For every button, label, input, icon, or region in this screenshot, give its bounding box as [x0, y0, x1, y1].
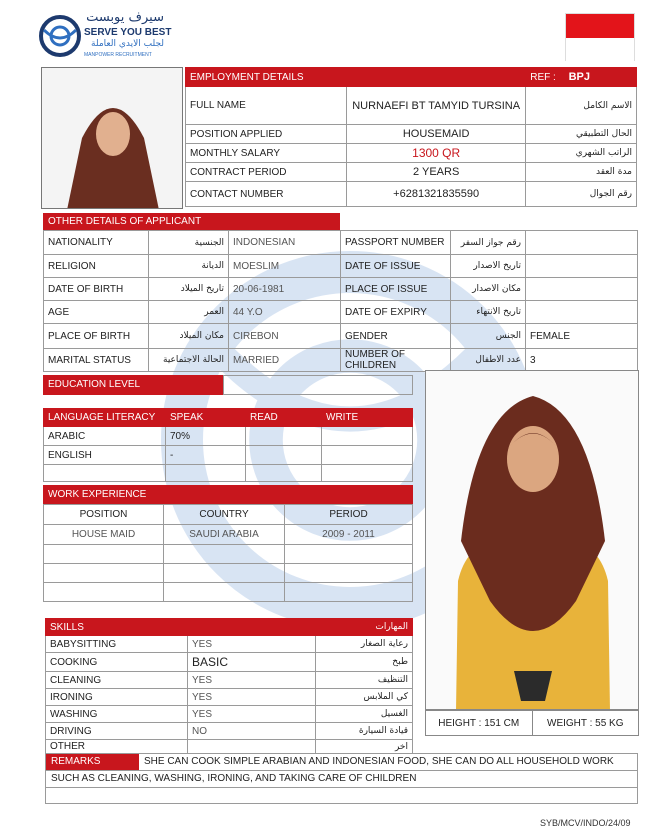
work-period	[285, 545, 413, 564]
skill-arabic: طبخ	[316, 653, 413, 672]
physical-stats	[425, 710, 639, 736]
education-value	[223, 375, 413, 395]
language-name	[44, 465, 166, 482]
write-header: WRITE	[322, 409, 413, 427]
date-of-birth-value: 20-06-1981	[229, 278, 341, 301]
full-name-value: NURNAEFI BT TAMYID TURSINA	[347, 87, 526, 125]
skill-value: YES	[188, 672, 316, 689]
nationality-value: INDONESIAN	[229, 231, 341, 255]
work-position	[44, 564, 164, 583]
skills-table	[45, 618, 413, 754]
work-period-header: PERIOD	[285, 505, 413, 525]
language-table	[43, 408, 413, 482]
language-write	[322, 446, 413, 465]
place-of-birth-value: CIREBON	[229, 324, 341, 349]
age-label: AGE	[44, 301, 149, 324]
date-of-expiry-arabic: تاريخ الانتهاء	[451, 301, 526, 324]
contact-number-arabic: رقم الجوال	[526, 182, 637, 207]
language-speak	[166, 465, 246, 482]
indonesia-flag	[565, 13, 635, 61]
skill-name: IRONING	[46, 689, 188, 706]
employment-details-table	[185, 67, 637, 207]
brand-arabic-name: سيرف يوبست	[86, 10, 164, 25]
work-period: 2009 - 2011	[285, 525, 413, 545]
work-position	[44, 545, 164, 564]
monthly-salary-value: 1300 QR	[347, 144, 526, 163]
language-read	[246, 427, 322, 446]
contact-number-label: CONTACT NUMBER	[186, 182, 347, 207]
applicant-photo-large	[425, 370, 639, 710]
age-arabic: العمر	[149, 301, 229, 324]
marital-status-label: MARITAL STATUS	[44, 349, 149, 372]
remarks-line-2: SUCH AS CLEANING, WASHING, IRONING, AND TAKING CARE OF CHILDREN	[51, 773, 417, 784]
date-of-birth-arabic: تاريخ الميلاد	[149, 278, 229, 301]
brand-english-sub: MANPOWER RECRUITMENT	[84, 52, 152, 58]
gender-arabic: الجنس	[451, 324, 526, 349]
work-position	[44, 583, 164, 602]
work-country	[164, 564, 285, 583]
language-name: ARABIC	[44, 427, 166, 446]
date-of-issue-value	[526, 255, 638, 278]
language-write	[322, 465, 413, 482]
language-name: ENGLISH	[44, 446, 166, 465]
religion-label: RELIGION	[44, 255, 149, 278]
skill-value: YES	[188, 636, 316, 653]
age-value: 44 Y.O	[229, 301, 341, 324]
full-name-arabic: الاسم الكامل	[526, 87, 637, 125]
applicant-photo-small	[41, 67, 183, 209]
skill-name: OTHER	[46, 740, 188, 754]
work-country: SAUDI ARABIA	[164, 525, 285, 545]
gender-value: FEMALE	[526, 324, 638, 349]
position-applied-arabic: الحال التطبيقي	[526, 125, 637, 144]
remarks-box	[45, 753, 638, 804]
contract-period-value: 2 YEARS	[347, 163, 526, 182]
ref-label: REF :	[530, 72, 556, 83]
skill-arabic: رعاية الصغار	[316, 636, 413, 653]
remarks-line-1: SHE CAN COOK SIMPLE ARABIAN AND INDONESIAN FOOD, SHE CAN DO ALL HOUSEHOLD WORK	[144, 756, 614, 767]
skill-value: YES	[188, 706, 316, 723]
work-experience-table	[43, 504, 413, 602]
contact-number-value: +6281321835590	[347, 182, 526, 207]
language-read	[246, 465, 322, 482]
skill-name: DRIVING	[46, 723, 188, 740]
speak-header: SPEAK	[166, 409, 246, 427]
passport-number-label: PASSPORT NUMBER	[341, 231, 451, 255]
skills-header-arabic: المهارات	[316, 619, 413, 636]
monthly-salary-label: MONTHLY SALARY	[186, 144, 347, 163]
work-experience-header: WORK EXPERIENCE	[43, 485, 413, 504]
date-of-issue-arabic: تاريخ الاصدار	[451, 255, 526, 278]
work-country	[164, 583, 285, 602]
language-speak: 70%	[166, 427, 246, 446]
marital-status-arabic: الحالة الاجتماعية	[149, 349, 229, 372]
contract-period-arabic: مدة العقد	[526, 163, 637, 182]
monthly-salary-arabic: الراتب الشهري	[526, 144, 637, 163]
religion-arabic: الديانة	[149, 255, 229, 278]
date-of-birth-label: DATE OF BIRTH	[44, 278, 149, 301]
flag-red-band	[566, 14, 634, 38]
education-header: EDUCATION LEVEL	[43, 375, 223, 395]
education-row	[43, 375, 413, 395]
weight-value: WEIGHT : 55 KG	[532, 711, 639, 735]
children-value: 3	[526, 349, 638, 372]
skill-arabic: التنظيف	[316, 672, 413, 689]
skill-arabic: كي الملابس	[316, 689, 413, 706]
skill-name: WASHING	[46, 706, 188, 723]
remarks-label: REMARKS	[46, 754, 139, 770]
date-of-expiry-value	[526, 301, 638, 324]
children-label: NUMBER OF CHILDREN	[341, 349, 451, 372]
skills-header: SKILLS	[46, 619, 316, 636]
contract-period-label: CONTRACT PERIOD	[186, 163, 347, 182]
work-position-header: POSITION	[44, 505, 164, 525]
ref-value: BPJ	[568, 71, 590, 83]
other-details-header: OTHER DETAILS OF APPLICANT	[43, 213, 340, 230]
full-name-label: FULL NAME	[186, 87, 347, 125]
skill-name: CLEANING	[46, 672, 188, 689]
place-of-birth-label: PLACE OF BIRTH	[44, 324, 149, 349]
religion-value: MOESLIM	[229, 255, 341, 278]
passport-number-arabic: رقم جواز السفر	[451, 231, 526, 255]
place-of-issue-label: PLACE OF ISSUE	[341, 278, 451, 301]
place-of-issue-value	[526, 278, 638, 301]
language-header: LANGUAGE LITERACY	[44, 409, 166, 427]
height-value: HEIGHT : 151 CM	[438, 717, 520, 729]
work-country-header: COUNTRY	[164, 505, 285, 525]
place-of-issue-arabic: مكان الاصدار	[451, 278, 526, 301]
other-details-table	[43, 230, 638, 372]
work-period	[285, 564, 413, 583]
children-arabic: عدد الاطفال	[451, 349, 526, 372]
read-header: READ	[246, 409, 322, 427]
place-of-birth-arabic: مكان الميلاد	[149, 324, 229, 349]
date-of-issue-label: DATE OF ISSUE	[341, 255, 451, 278]
language-read	[246, 446, 322, 465]
skill-arabic: الغسيل	[316, 706, 413, 723]
skill-arabic: قيادة السيارة	[316, 723, 413, 740]
gender-label: GENDER	[341, 324, 451, 349]
skill-arabic: اخر	[316, 740, 413, 754]
position-applied-value: HOUSEMAID	[347, 125, 526, 144]
skill-value	[188, 740, 316, 754]
company-logo	[38, 10, 172, 62]
language-write	[322, 427, 413, 446]
nationality-label: NATIONALITY	[44, 231, 149, 255]
skill-name: BABYSITTING	[46, 636, 188, 653]
marital-status-value: MARRIED	[229, 349, 341, 372]
nationality-arabic: الجنسية	[149, 231, 229, 255]
date-of-expiry-label: DATE OF EXPIRY	[341, 301, 451, 324]
ref-cell	[526, 68, 637, 87]
position-applied-label: POSITION APPLIED	[186, 125, 347, 144]
document-code: SYB/MCV/INDO/24/09	[540, 818, 631, 828]
skill-name: COOKING	[46, 653, 188, 672]
brand-english-name: SERVE YOU BEST	[84, 27, 172, 38]
work-period	[285, 583, 413, 602]
skill-value: NO	[188, 723, 316, 740]
work-country	[164, 545, 285, 564]
passport-number-value	[526, 231, 638, 255]
work-position: HOUSE MAID	[44, 525, 164, 545]
skill-value: BASIC	[188, 653, 316, 672]
skill-value: YES	[188, 689, 316, 706]
language-speak: -	[166, 446, 246, 465]
flag-white-band	[566, 38, 634, 62]
employment-header: EMPLOYMENT DETAILS	[186, 68, 526, 87]
logo-emblem-icon	[38, 14, 82, 58]
brand-arabic-sub: لجلب الايدي العاملة	[91, 39, 164, 49]
